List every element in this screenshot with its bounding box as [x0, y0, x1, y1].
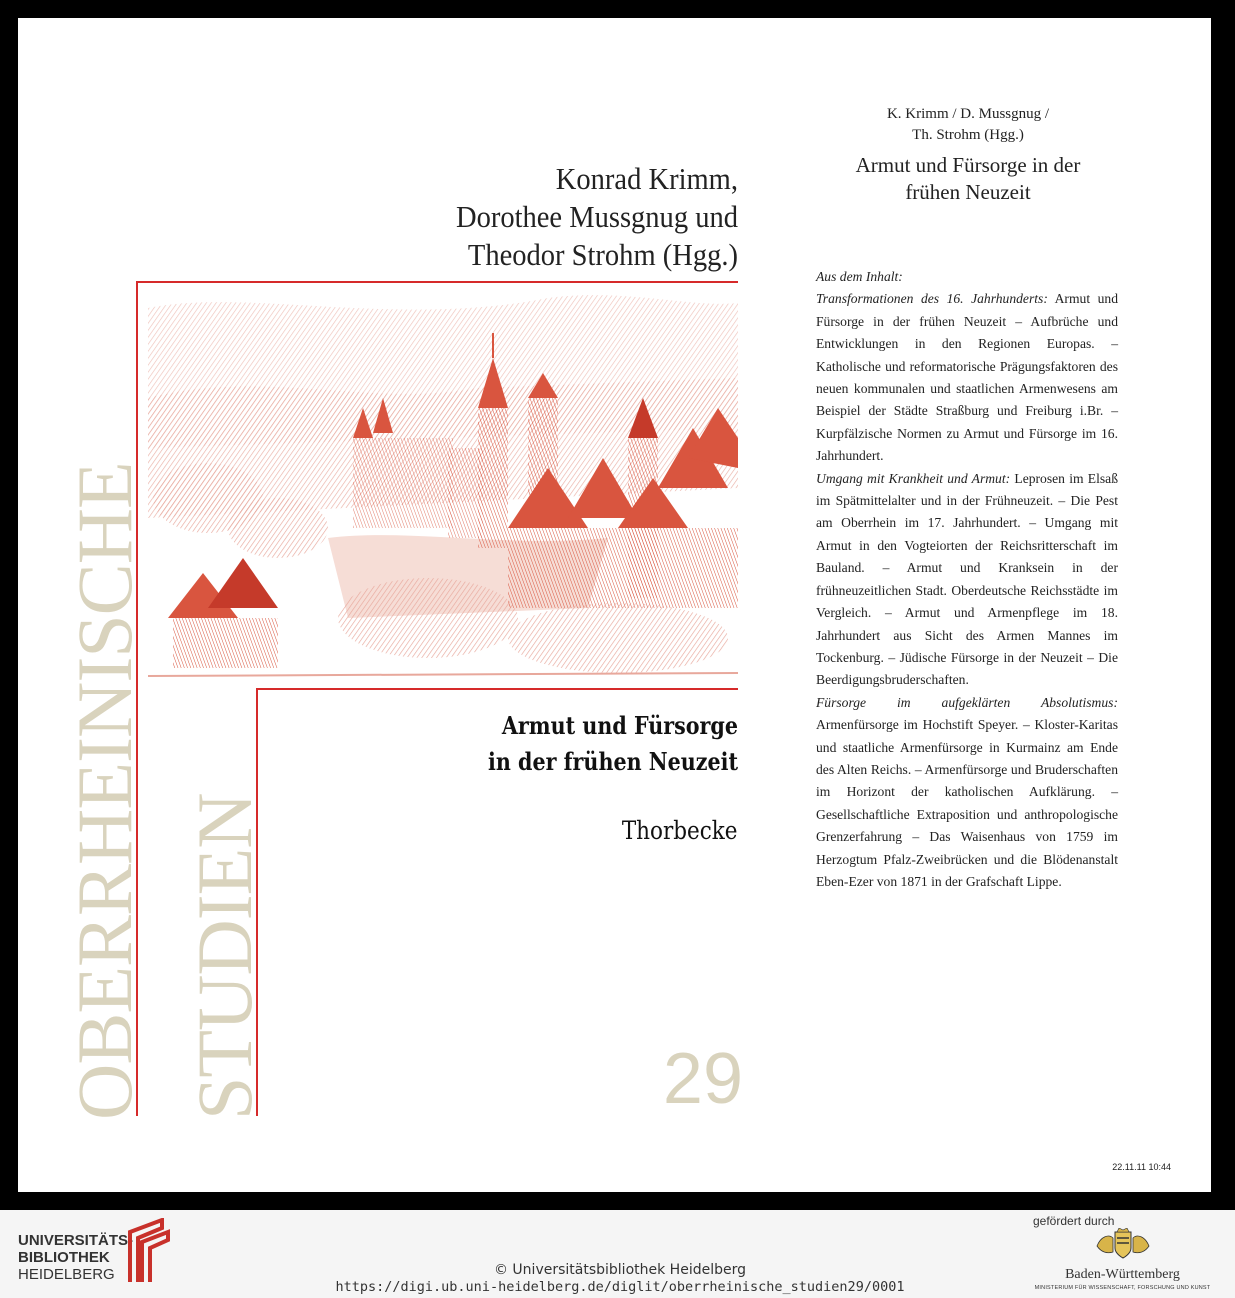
- ub-logo-line: HEIDELBERG: [18, 1266, 115, 1283]
- back-editors-line: K. Krimm / D. Mussgnug /: [886, 106, 1050, 122]
- ub-logo-icon: [122, 1218, 174, 1284]
- frame-line-mid: [256, 688, 738, 690]
- cover-author-line: Dorothee Mussgnug und: [455, 199, 738, 234]
- funded-by-text: gefördert durch: [1033, 1214, 1115, 1228]
- back-title-line: Armut und Fürsorge in der: [855, 153, 1081, 177]
- frame-line-top: [136, 281, 738, 283]
- state-name: Baden-Württemberg: [1065, 1267, 1180, 1282]
- cover-publisher: [538, 816, 738, 845]
- series-subtitle-vertical: STUDIEN: [181, 793, 268, 1120]
- section-text: Armenfürsorge im Hochstift Speyer. – Kloster-Karitas und staatliche Armenfürsorge in Kurmainz am Ende des Alten Reichs. – Armenfürsorge und Bruderschaften im Horizont der katholischen Aufklärung. – Gesellschaftliche Extraposition und anthropologische Grenzerfahrung – Das Waisenhaus von 1759 im Herzogtum Pfalz-Zweibrücken und die Blödenanstalt Eben-Ezer von 1871 in der Grafschaft Lippe.: [816, 717, 1118, 889]
- ub-logo-text[interactable]: [18, 1232, 133, 1283]
- copyright-text: © Universitätsbibliothek Heidelberg: [493, 1262, 746, 1278]
- cover-title: [438, 708, 738, 780]
- page-url-link[interactable]: https://digi.ub.uni-heidelberg.de/diglit/oberrheinische_studien29/0001: [335, 1279, 905, 1295]
- publisher-name: Thorbecke: [622, 816, 738, 845]
- contents-section: [816, 692, 1118, 894]
- cover-title-line: Armut und Fürsorge: [501, 711, 738, 740]
- copyright-block: [300, 1262, 940, 1296]
- back-header: [808, 104, 1128, 206]
- cover-title-line: in der frühen Neuzeit: [488, 747, 738, 776]
- back-editors-line: Th. Strohm (Hgg.): [912, 127, 1024, 143]
- volume-number: 29: [662, 1039, 743, 1119]
- cover-author-line: Konrad Krimm,: [555, 161, 738, 196]
- section-text: Armut und Fürsorge in der frühen Neuzeit – Aufbrüche und Entwicklungen in den Regionen Europas. – Katholische und reformatorische Prägungsfaktoren des neuen kommunalen und staatlichen Armenwesens am Beispiel der Städte Straßburg und Freiburg i.Br. – Kurpfälzische Normen zu Armut und Fürsorge im 16. Jahrhundert.: [816, 291, 1118, 464]
- contents-section: [816, 288, 1118, 467]
- cover-authors: [378, 160, 738, 274]
- back-title-line: frühen Neuzeit: [905, 180, 1031, 204]
- print-stamp: 22.11.11 10:44: [1112, 1162, 1171, 1172]
- section-text: Leprosen im Elsaß im Spätmittelalter und in der Frühneuzeit. – Die Pest am Oberrhein im 17. Jahrhundert. – Umgang mit Armut in den Vogteiorten der Reichsritterschaft im Bauland. – Armut und Kranksein in der frühneuzeitlichen Stadt. Oberdeutsche Reichsstädte im Vergleich. – Armut und Armenpflege im 18. Jahrhundert aus Sicht des Armen Mannes im Tockenburg. – Jüdische Fürsorge in der Neuzeit – Die Beerdigungsbruderschaften.: [816, 470, 1118, 688]
- contents-heading: Aus dem Inhalt:: [816, 269, 903, 284]
- scanned-page: [18, 18, 1211, 1192]
- series-title-vertical: OBERRHEINISCHE: [61, 462, 148, 1120]
- ub-logo-line: BIBLIOTHEK: [18, 1249, 110, 1266]
- ministry-name: MINISTERIUM FÜR WISSENSCHAFT, FORSCHUNG UND KUNST: [1034, 1285, 1211, 1291]
- funding-logo[interactable]: [1025, 1214, 1220, 1291]
- section-heading: Umgang mit Krankheit und Armut:: [816, 470, 1011, 486]
- town-engraving-illustration: [148, 288, 738, 683]
- back-contents: [816, 266, 1118, 893]
- viewer-footer: [0, 1210, 1235, 1298]
- section-heading: Fürsorge im aufgeklärten Absolutismus:: [816, 694, 1118, 710]
- state-coat-of-arms-icon: [1093, 1228, 1153, 1260]
- section-heading: Transformationen des 16. Jahrhunderts:: [816, 291, 1048, 307]
- ub-logo-line: UNIVERSITÄTS-: [18, 1232, 134, 1249]
- contents-section: [816, 468, 1118, 692]
- cover-author-line: Theodor Strohm (Hgg.): [467, 237, 738, 272]
